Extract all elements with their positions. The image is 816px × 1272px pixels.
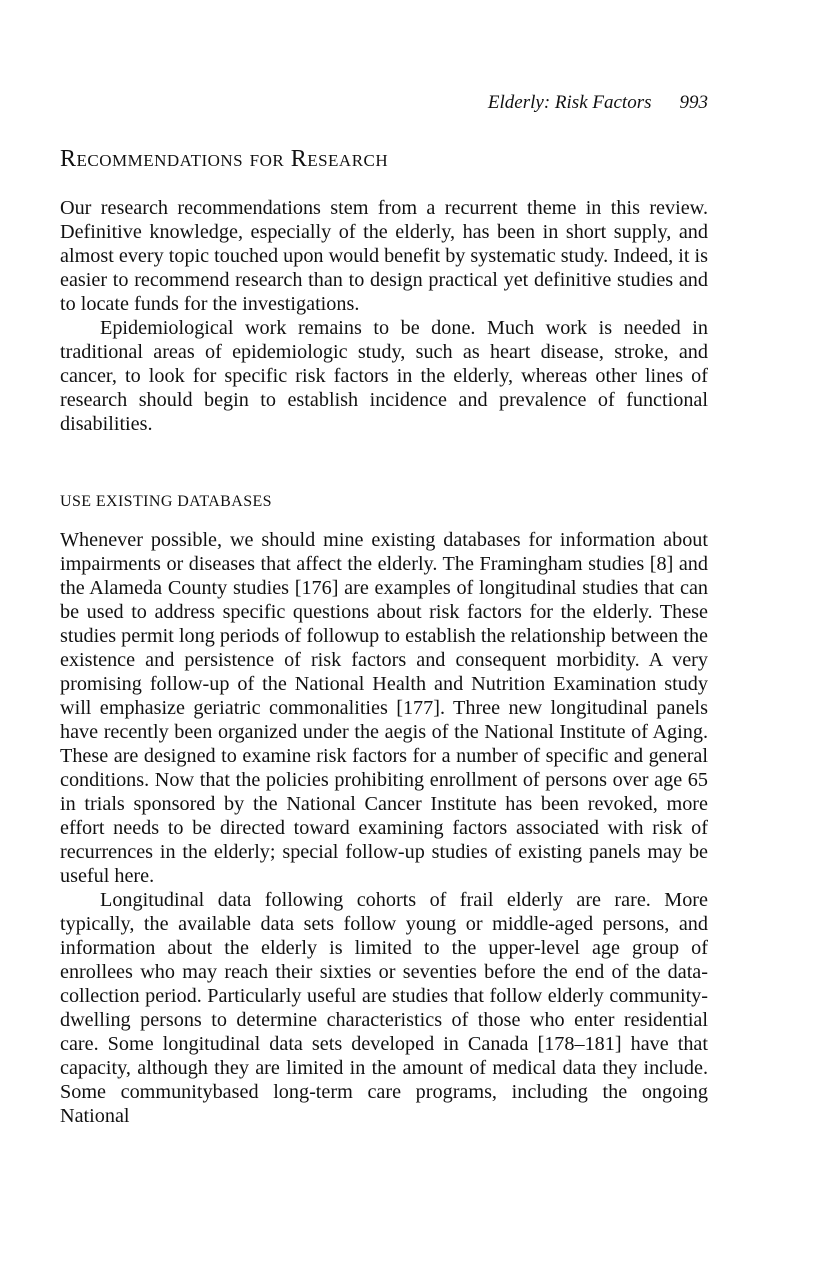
section-heading: Recommendations for Research	[60, 146, 389, 172]
subsection-body	[60, 528, 708, 1128]
paragraph: Longitudinal data following cohorts of frail elderly are rare. More typically, the available data sets follow young or middle-aged persons, and information about the elderly is limited to the upper-level age group of enrollees who may reach their sixties or seventies before the end of the data-collection period. Particularly useful are studies that follow elderly community-dwelling persons to determine characteristics of those who enter residential care. Some longitudinal data sets developed in Canada [178–181] have that capacity, although they are limited in the amount of medical data they include. Some communitybased long-term care programs, including the ongoing National	[60, 889, 708, 1127]
paragraph: Our research recommendations stem from a recurrent theme in this review. Definitive knowledge, especially of the elderly, has been in short supply, and almost every topic touched upon would benefit by systematic study. Indeed, it is easier to recommend research than to design practical yet definitive studies and to locate funds for the investigations.	[60, 197, 708, 315]
paragraph: Whenever possible, we should mine existing databases for information about impairments or diseases that affect the elderly. The Framingham studies [8] and the Alameda County studies [176] are examples of longitudinal studies that can be used to address specific questions about risk factors for the elderly. These studies permit long periods of followup to establish the relationship between the existence and persistence of risk factors and consequent morbidity. A very promising follow-up of the National Health and Nutrition Examination study will emphasize geriatric commonalities [177]. Three new longitudinal panels have recently been organized under the aegis of the National Institute of Aging. These are designed to examine risk factors for a number of specific and general conditions. Now that the policies prohibiting enrollment of persons over age 65 in trials sponsored by the National Cancer Institute has been revoked, more effort needs to be directed toward examining factors associated with risk of recurrences in the elderly; special follow-up studies of existing panels may be useful here.	[60, 529, 708, 887]
page-number: 993	[679, 92, 708, 113]
running-head	[60, 92, 708, 114]
running-title: Elderly: Risk Factors	[487, 92, 652, 113]
paragraph: Epidemiological work remains to be done. Much work is needed in traditional areas of epidemiologic study, such as heart disease, stroke, and cancer, to look for specific risk factors in the elderly, whereas other lines of research should begin to establish incidence and prevalence of functional disabilities.	[60, 317, 708, 435]
subsection-heading: USE EXISTING DATABASES	[60, 493, 272, 510]
section-body	[60, 196, 708, 436]
